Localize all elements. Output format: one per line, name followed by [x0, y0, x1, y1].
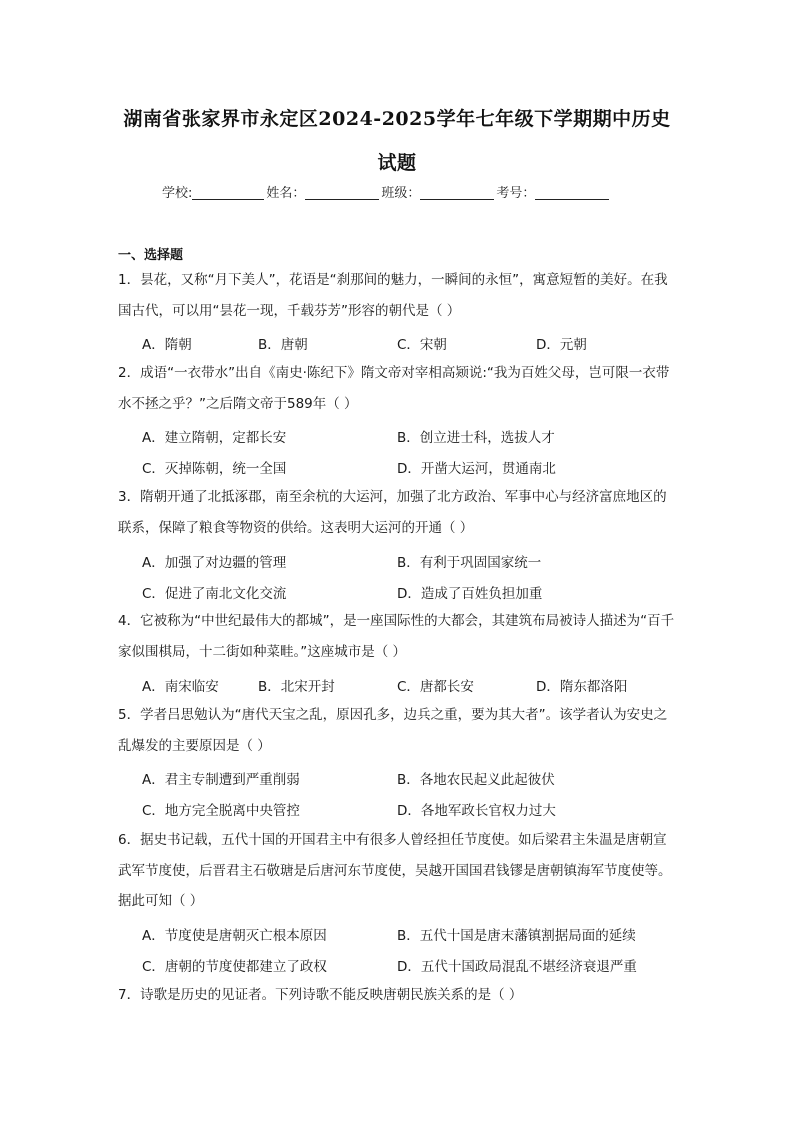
- q1-option-a[interactable]: A．隋朝: [142, 337, 192, 353]
- q6-option-a[interactable]: A．节度使是唐朝灭亡根本原因: [142, 928, 327, 944]
- q5-option-c[interactable]: C．地方完全脱离中央管控: [142, 803, 300, 819]
- question-5: 5．学者吕思勉认为“唐代天宝之乱，原因孔多，边兵之重，要为其大者”。该学者认为安史之乱爆发的主要原因是（ ）: [118, 707, 668, 754]
- q6-option-b[interactable]: B．五代十国是唐末藩镇割据局面的延续: [397, 928, 636, 944]
- question-7: 7．诗歌是历史的见证者。下列诗歌不能反映唐朝民族关系的是（ ）: [118, 987, 523, 1003]
- q2-option-c[interactable]: C．灭掉陈朝，统一全国: [142, 461, 287, 477]
- page-title-continued: 试题: [377, 152, 417, 174]
- q1-option-d[interactable]: D．元朝: [536, 337, 587, 353]
- q5-option-a[interactable]: A．君主专制遭到严重削弱: [142, 772, 300, 788]
- q3-option-b[interactable]: B．有利于巩固国家统一: [397, 555, 542, 571]
- q4-option-b[interactable]: B．北宋开封: [258, 679, 335, 695]
- q6-option-d[interactable]: D．五代十国政局混乱不堪经济衰退严重: [397, 959, 637, 975]
- q6-option-c[interactable]: C．唐朝的节度使都建立了政权: [142, 959, 327, 975]
- section-heading: 一、选择题: [118, 248, 184, 263]
- question-1: 1．昙花，又称“月下美人”，花语是“刹那间的魅力，一瞬间的永恒”，寓意短暂的美好。在我国古代，可以用“昙花一现，千载芬芳”形容的朝代是（ ）: [118, 272, 668, 319]
- school-label: 学校:: [162, 186, 193, 201]
- question-2: 2．成语“一衣带水”出自《南史·陈纪下》隋文帝对宰相高颎说:“我为百姓父母，岂可限一衣带水不拯之乎？”之后隋文帝于589年（ ）: [118, 365, 670, 412]
- school-blank[interactable]: [192, 185, 264, 200]
- name-label: 姓名：: [266, 186, 306, 201]
- q2-option-d[interactable]: D．开凿大运河，贯通南北: [397, 461, 556, 477]
- number-label: 考号：: [496, 186, 536, 201]
- q4-option-d[interactable]: D．隋东都洛阳: [536, 679, 628, 695]
- question-3: 3．隋朝开通了北抵涿郡，南至余杭的大运河，加强了北方政治、军事中心与经济富庶地区的联系，保障了粮食等物资的供给。这表明大运河的开通（ ）: [118, 489, 667, 536]
- q3-option-a[interactable]: A．加强了对边疆的管理: [142, 555, 287, 571]
- q5-option-d[interactable]: D．各地军政长官权力过大: [397, 803, 556, 819]
- class-blank[interactable]: [420, 185, 494, 200]
- q2-option-a[interactable]: A．建立隋朝，定都长安: [142, 430, 287, 446]
- page-title: 湖南省张家界市永定区2024-2025学年七年级下学期期中历史: [123, 108, 671, 130]
- question-6: 6．据史书记载，五代十国的开国君主中有很多人曾经担任节度使。如后梁君主朱温是唐朝宣武军节度使，后晋君主石敬瑭是后唐河东节度使，吴越开国国君钱镠是唐朝镇海军节度使等。据此可知（ ）: [118, 832, 672, 909]
- question-4: 4．它被称为“中世纪最伟大的都城”，是一座国际性的大都会，其建筑布局被诗人描述为“百千家似围棋局，十二街如种菜畦。”这座城市是（ ）: [118, 613, 675, 660]
- q4-option-c[interactable]: C．唐都长安: [397, 679, 474, 695]
- number-blank[interactable]: [535, 185, 609, 200]
- q1-option-b[interactable]: B．唐朝: [258, 337, 308, 353]
- q3-option-d[interactable]: D．造成了百姓负担加重: [397, 586, 543, 602]
- name-blank[interactable]: [305, 185, 379, 200]
- q1-option-c[interactable]: C．宋朝: [397, 337, 447, 353]
- q4-option-a[interactable]: A．南宋临安: [142, 679, 219, 695]
- class-label: 班级：: [381, 186, 421, 201]
- q2-option-b[interactable]: B．创立进士科，选拔人才: [397, 430, 555, 446]
- student-info-line: [162, 182, 611, 201]
- q5-option-b[interactable]: B．各地农民起义此起彼伏: [397, 772, 555, 788]
- q3-option-c[interactable]: C．促进了南北文化交流: [142, 586, 287, 602]
